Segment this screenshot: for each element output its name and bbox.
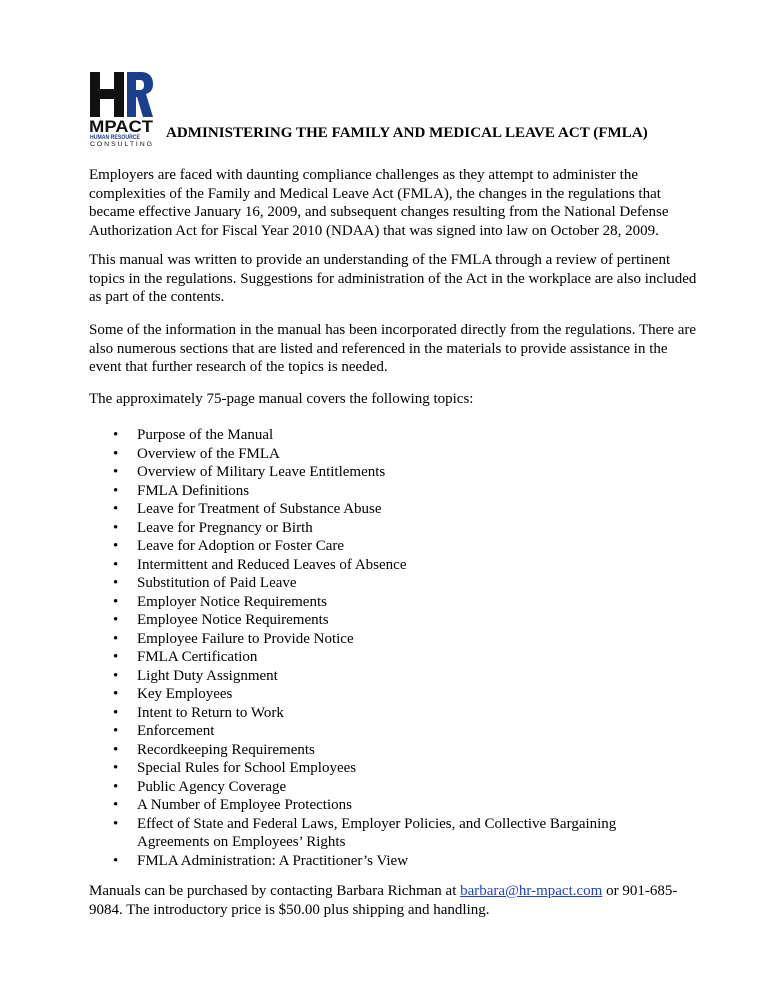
topic-item [89,704,689,723]
topic-item [89,722,689,741]
bullet-icon: • [113,593,119,610]
topic-label: Intermittent and Reduced Leaves of Absence [137,556,407,573]
topic-item [89,648,689,667]
topic-item [89,759,689,778]
bullet-icon: • [113,778,119,795]
intro-paragraph: Employers are faced with daunting compliance challenges as they attempt to administer the complexities of the Family and Medical Leave Act (FMLA), the changes in the regulations that became effective January 16, 2009, and subsequent changes resulting from the National Defense Authorization Act for Fiscal Year 2010 (NDAA) that was signed into law on October 28, 2009. [89,167,669,239]
bullet-icon: • [113,501,119,517]
topic-item [89,556,689,575]
topic-label: A Number of Employee Protections [137,797,352,813]
topic-item [89,519,689,538]
topic-label: Light Duty Assignment [137,667,278,684]
bullet-icon: • [113,464,119,480]
topic-item [89,537,689,556]
topic-label: Purpose of the Manual [137,427,274,443]
topic-item [89,630,689,649]
topic-label: Intent to Return to Work [137,704,284,721]
topic-label: Key Employees [137,686,233,702]
topic-label: Overview of the FMLA [137,445,280,462]
topic-label: Leave for Pregnancy or Birth [137,519,313,536]
topic-label: FMLA Certification [137,649,258,665]
purchase-details: or 901-685-9084. The introductory price is $50.00 plus shipping and handling. [89,883,678,918]
bullet-icon: • [113,649,119,665]
topic-label: FMLA Administration: A Practitioner’s View [137,852,409,869]
topic-label: Effect of State and Federal Laws, Employer Policies, and Collective Bargaining Agreements on Employees’ Rights [137,815,617,850]
logo-tagline-bottom: C O N S U L T I N G [90,142,153,147]
topic-item [89,463,689,482]
topic-item [89,815,689,852]
bullet-icon: • [113,815,119,832]
topic-label: Employee Notice Requirements [137,612,329,628]
bullet-icon: • [113,630,119,647]
topic-item [89,778,689,797]
bullet-icon: • [113,686,119,702]
topic-item [89,593,689,612]
logo-wordmark: MPACT [89,117,154,136]
topic-item [89,741,689,760]
topic-label: Public Agency Coverage [137,778,287,795]
topic-label: Special Rules for School Employees [137,760,357,776]
topic-label: FMLA Definitions [137,482,250,499]
bullet-icon: • [113,667,119,684]
topic-item [89,611,689,630]
sources-paragraph: Some of the information in the manual has been incorporated directly from the regulations. There are also numerous sections that are listed and referenced in the materials to provide assistance in the event that further research of the topics is needed. [89,322,697,375]
topic-item [89,852,689,871]
bullet-icon: • [113,612,119,628]
topic-item [89,574,689,593]
topic-item [89,426,689,445]
bullet-icon: • [113,575,119,591]
topic-label: Leave for Adoption or Foster Care [137,538,345,554]
bullet-icon: • [113,519,119,536]
topic-label: Leave for Treatment of Substance Abuse [137,501,382,517]
bullet-icon: • [113,556,119,573]
topics-intro: The approximately 75-page manual covers the following topics: [89,391,474,407]
topic-label: Substitution of Paid Leave [137,575,297,591]
logo-tagline-top: HUMAN RESOURCE [90,135,140,141]
topic-item [89,685,689,704]
topic-label: Employer Notice Requirements [137,593,327,610]
topic-item [89,796,689,815]
bullet-icon: • [113,704,119,721]
topic-label: Overview of Military Leave Entitlements [137,464,386,480]
topics-list [89,426,689,870]
bullet-icon: • [113,723,119,739]
bullet-icon: • [113,852,119,869]
document-title: ADMINISTERING THE FAMILY AND MEDICAL LEAVE ACT (FMLA) [166,125,648,141]
bullet-icon: • [113,445,119,462]
hr-mpact-logo [89,71,155,147]
topic-label: Employee Failure to Provide Notice [137,630,354,647]
bullet-icon: • [113,741,119,758]
hr-mpact-logo-icon [89,71,155,147]
bullet-icon: • [113,482,119,499]
topic-item [89,667,689,686]
purchase-text: Manuals can be purchased by contacting Barbara Richman at [89,883,461,899]
bullet-icon: • [113,427,119,443]
bullet-icon: • [113,797,119,813]
topic-label: Enforcement [137,723,215,739]
bullet-icon: • [113,538,119,554]
topic-item [89,482,689,501]
topic-label: Recordkeeping Requirements [137,741,315,758]
bullet-icon: • [113,760,119,776]
topic-item [89,500,689,519]
purpose-paragraph: This manual was written to provide an understanding of the FMLA through a review of pertinent topics in the regulations. Suggestions for administration of the Act in the workplace are also included as part of the contents. [89,252,697,305]
purchase-paragraph [89,882,699,919]
topic-item [89,445,689,464]
email-link[interactable]: barbara@hr-mpact.com [460,883,603,899]
